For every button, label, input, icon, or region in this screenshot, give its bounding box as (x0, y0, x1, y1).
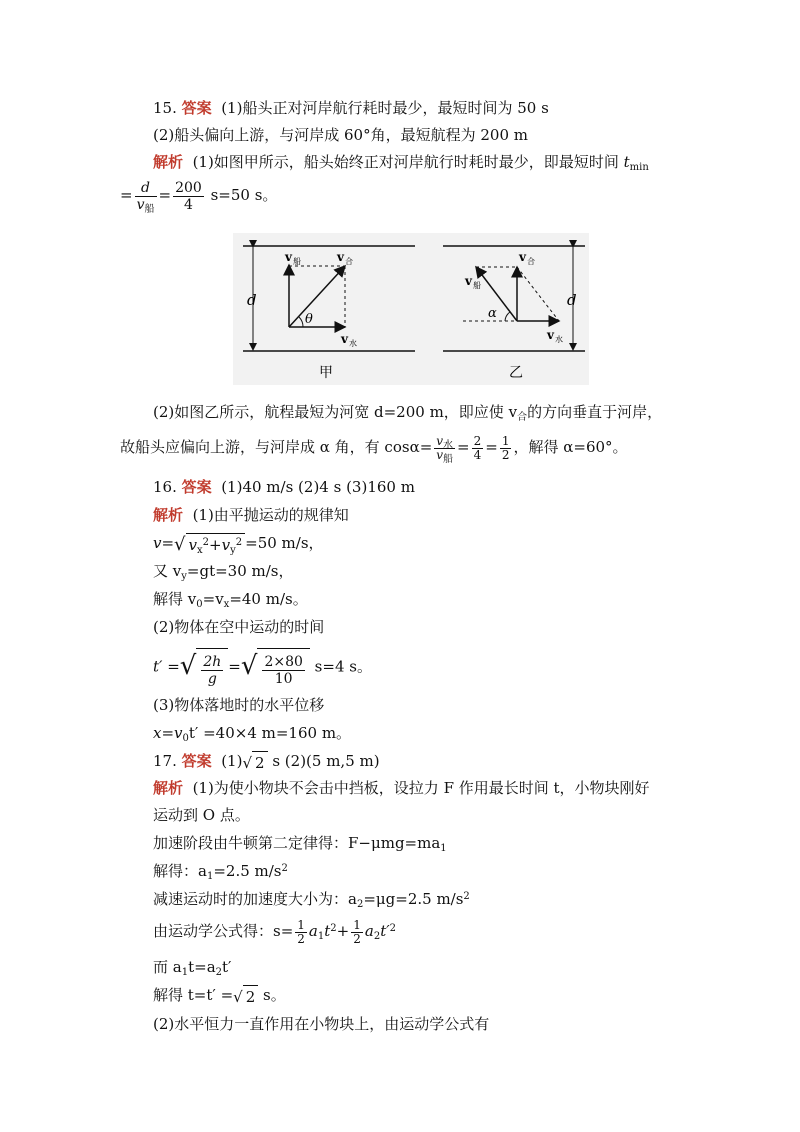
q17-a1: a (308, 922, 318, 940)
q17-line8-sqrt: √ 2 (233, 985, 258, 1008)
q16-vx-sub: x (197, 544, 203, 556)
q17-line3-sub: 1 (440, 843, 447, 854)
q17-line8-pre: 解得 t=t′ = (153, 986, 234, 1004)
q16-answer-text: (1)40 m/s (2)4 s (3)160 m (221, 478, 415, 496)
q15-eq-mid: = (158, 186, 172, 204)
q17-answer-sqrt: √ 2 (242, 751, 267, 774)
q16-line4 (153, 588, 308, 610)
q16-sqrt-2x80-10: √ $\frac{2\times 80}{10}$ (241, 646, 310, 689)
q17-half-1-num: 1 (297, 917, 305, 932)
q16-line8-pre: x=v (153, 724, 183, 742)
q15-analysis-label: 解析 (153, 153, 184, 171)
q16-line4-sub0: 0 (196, 599, 203, 610)
q16-frac2-num: 2×80 (264, 653, 303, 670)
q15-frac-2-4-num: 2 (473, 433, 482, 448)
jia-v-he: v (337, 250, 344, 264)
q17-line6 (153, 914, 396, 948)
q15-part2-tail: 的方向垂直于河岸， (527, 403, 663, 421)
yi-alpha: α (488, 306, 497, 321)
q16-sqrt-2h-g: √ $\frac{2h}{g}$ (180, 646, 229, 689)
q15-frac-den-sub: 船 (144, 203, 155, 215)
q17-line7-pre: 而 a (153, 958, 182, 976)
q17-line5-sub: 2 (356, 899, 364, 910)
jia-v-chuan: v (285, 250, 292, 264)
q17-t-sup: 2 (330, 923, 337, 934)
q16-analysis-line1 (153, 504, 349, 526)
q15-part2-sub: 合 (517, 412, 528, 423)
q17-answer-label: 答案 (181, 752, 212, 770)
q16-answer-line (153, 476, 415, 498)
q15-frac2-den: 4 (183, 196, 193, 213)
q16-line5: (2)物体在空中运动的时间 (153, 618, 325, 636)
q17-answer-post: s (2)(5 m,5 m) (267, 752, 380, 770)
q17-line4-sup: 2 (281, 863, 288, 874)
q15-analysis-text1: (1)如图甲所示，船头始终正对河岸航行时耗时最少，即最短时间 (192, 153, 619, 171)
q17-t2-sup: 2 (389, 923, 397, 934)
yi-v-chuan: v (465, 274, 472, 288)
q17-a2-sub: 2 (373, 931, 381, 942)
q17-number: 17. (153, 752, 177, 770)
q16-line4-post: =40 m/s。 (229, 590, 308, 608)
q15-eq-tail: s=50 s。 (205, 186, 278, 204)
q15-frac-1-2-num: 1 (501, 433, 510, 448)
q16-vy-sub: y (230, 544, 236, 556)
q17-a1-sub: 1 (317, 931, 325, 942)
q16-plus: + (209, 535, 222, 554)
jia-d-label: d (247, 291, 257, 309)
q17-line7-sub2: 2 (215, 967, 223, 978)
q16-sqrt: √ $v_x^2+v_y^2$ (174, 533, 245, 556)
q15-cos-num: v (436, 433, 444, 448)
yi-v-shui-sub: 水 (555, 335, 563, 344)
q17-answer-line (153, 750, 380, 774)
q16-frac2-den: 10 (274, 670, 293, 687)
q17-t: t (324, 922, 331, 940)
q17-line9: (2)水平恒力一直作用在小物块上，由运动学公式有 (153, 1015, 490, 1033)
q17-line5-post: =μg=2.5 m/s (363, 890, 464, 908)
q16-line2-post: =50 m/s， (245, 534, 324, 552)
q15-part2-text2: 故船头应偏向上游，与河岸成 α 角，有 cosα= (120, 438, 433, 456)
q17-analysis-label: 解析 (153, 779, 184, 797)
q17-answer-pre: (1) (221, 752, 243, 770)
q15-answer-line (153, 97, 549, 119)
q15-part2-result: ，解得 α=60°。 (513, 438, 628, 456)
q15-frac-1-2 (500, 435, 512, 462)
q16-frac1-den: g (207, 670, 217, 687)
jia-v-shui-sub: 水 (349, 339, 357, 348)
q16-line3-post: =gt=30 m/s， (186, 562, 294, 580)
q16-line2 (153, 532, 324, 556)
q15-part2-line1 (153, 401, 662, 423)
yi-v-shui: v (547, 328, 554, 342)
q17-line7-post: t′ (222, 958, 232, 976)
q17-t2: t′ (380, 922, 390, 940)
q17-line8-post: s。 (258, 986, 286, 1004)
q15-tmin: t (623, 153, 630, 171)
q15-eq-prefix: = (120, 186, 133, 204)
q17-a2: a (364, 922, 374, 940)
q16-line8-sub: 0 (182, 733, 189, 744)
q16-line4-subx: x (223, 599, 230, 610)
q17-plus: + (336, 922, 350, 940)
q16-line3 (153, 560, 294, 582)
caption-yi: 乙 (509, 365, 523, 381)
q16-line6-post: s=4 s。 (309, 657, 372, 676)
q15-analysis-line1 (153, 151, 649, 173)
q17-line4-sub: 1 (206, 871, 214, 882)
yi-v-chuan-sub: 船 (473, 281, 481, 290)
q15-cos-num-sub: 水 (443, 439, 454, 451)
jia-v-he-sub: 合 (345, 257, 353, 266)
q15-frac-2-4-den: 4 (473, 447, 482, 462)
q16-line8-post: t′ =40×4 m=160 m。 (188, 724, 352, 742)
q17-line4-pre: 解得：a (153, 862, 207, 880)
q16-frac1-num: 2h (203, 653, 222, 670)
river-crossing-figure (233, 233, 589, 385)
q17-half-2-den: 2 (353, 931, 361, 946)
q17-half-1 (295, 919, 307, 946)
q15-answer-label: 答案 (181, 99, 212, 117)
q16-answer-label: 答案 (181, 478, 212, 496)
q15-fraction-200-4 (173, 180, 204, 213)
q16-line3-sub: y (181, 571, 187, 582)
q17-line7 (153, 956, 231, 978)
q15-cos-fraction (434, 433, 455, 465)
yi-v-he-sub: 合 (527, 257, 535, 266)
yi-d-label: d (567, 291, 577, 309)
q15-number: 15. (153, 99, 177, 117)
q15-cos-den: v (436, 447, 444, 462)
q15-equation (120, 178, 277, 213)
q17-line6-pre: 由运动学公式得：s= (153, 922, 294, 940)
q17-line7-sub1: 1 (181, 967, 189, 978)
q17-line5-sup: 2 (463, 891, 470, 902)
q17-analysis-line1 (153, 777, 650, 799)
q15-tmin-sub: min (629, 162, 649, 173)
q17-line5-pre: 减速运动时的加速度大小为：a (153, 890, 357, 908)
q16-number: 16. (153, 478, 177, 496)
q17-line3-pre: 加速阶段由牛顿第二定律得：F−μmg=ma (153, 834, 441, 852)
q15-frac-num: d (135, 180, 157, 197)
q15-part2-line2: 故船头应偏向上游，与河岸成 α 角，有 cosα= $\frac{v_水}{v_船}$ = $\frac{2}{4}$ = $\frac{1}{2}$ ，解得 α=60°。 (120, 433, 628, 465)
q16-line2-pre: v= (153, 534, 175, 552)
q17-line3 (153, 832, 447, 854)
caption-jia: 甲 (319, 365, 333, 381)
jia-v-chuan-sub: 船 (293, 257, 301, 266)
q16-line3-pre: 又 v (153, 562, 182, 580)
q17-half-2 (351, 919, 363, 946)
q16-vx: v (188, 535, 198, 554)
q17-line4 (153, 860, 288, 882)
q16-line6 (153, 646, 372, 689)
q17-line8 (153, 984, 286, 1008)
q15-answer-part1: (1)船头正对河岸航行耗时最少，最短时间为 50 s (221, 99, 549, 117)
q16-line6-pre: t′ = (153, 657, 180, 676)
q17-half-1-den: 2 (297, 931, 305, 946)
q15-fraction-d-v (135, 180, 157, 213)
q17-line5 (153, 888, 470, 910)
q15-frac2-num: 200 (175, 179, 202, 196)
q16-line1: (1)由平抛运动的规律知 (192, 506, 349, 524)
q16-analysis-label: 解析 (153, 506, 184, 524)
q16-line7: (3)物体落地时的水平位移 (153, 696, 325, 714)
yi-v-he: v (519, 250, 526, 264)
q15-part2-text1: (2)如图乙所示，航程最短为河宽 d=200 m，即应使 v (153, 403, 518, 421)
q17-half-2-num: 1 (353, 917, 361, 932)
q15-frac-den: v (136, 196, 145, 213)
q16-line4-pre: 解得 v (153, 590, 197, 608)
q17-line8-rad: 2 (243, 985, 259, 1008)
q16-vy: v (221, 535, 231, 554)
q16-line4-mid: =v (202, 590, 224, 608)
q15-frac-2-4 (472, 435, 484, 462)
q16-line6-mid: = (228, 657, 241, 676)
q17-line1: (1)为使小物块不会击中挡板，设拉力 F 作用最长时间 t，小物块刚好 (192, 779, 650, 797)
q17-line7-mid: t=a (188, 958, 216, 976)
q16-line8 (153, 722, 351, 744)
jia-theta: θ (305, 312, 313, 327)
jia-v-shui: v (341, 332, 348, 346)
q15-frac-1-2-den: 2 (501, 447, 510, 462)
q15-cos-den-sub: 船 (443, 453, 454, 465)
q17-line4-post: =2.5 m/s (213, 862, 282, 880)
q17-answer-rad: 2 (252, 751, 268, 774)
q17-line2: 运动到 O 点。 (153, 806, 250, 824)
q15-answer-part2: (2)船头偏向上游，与河岸成 60°角，最短航程为 200 m (153, 126, 528, 144)
